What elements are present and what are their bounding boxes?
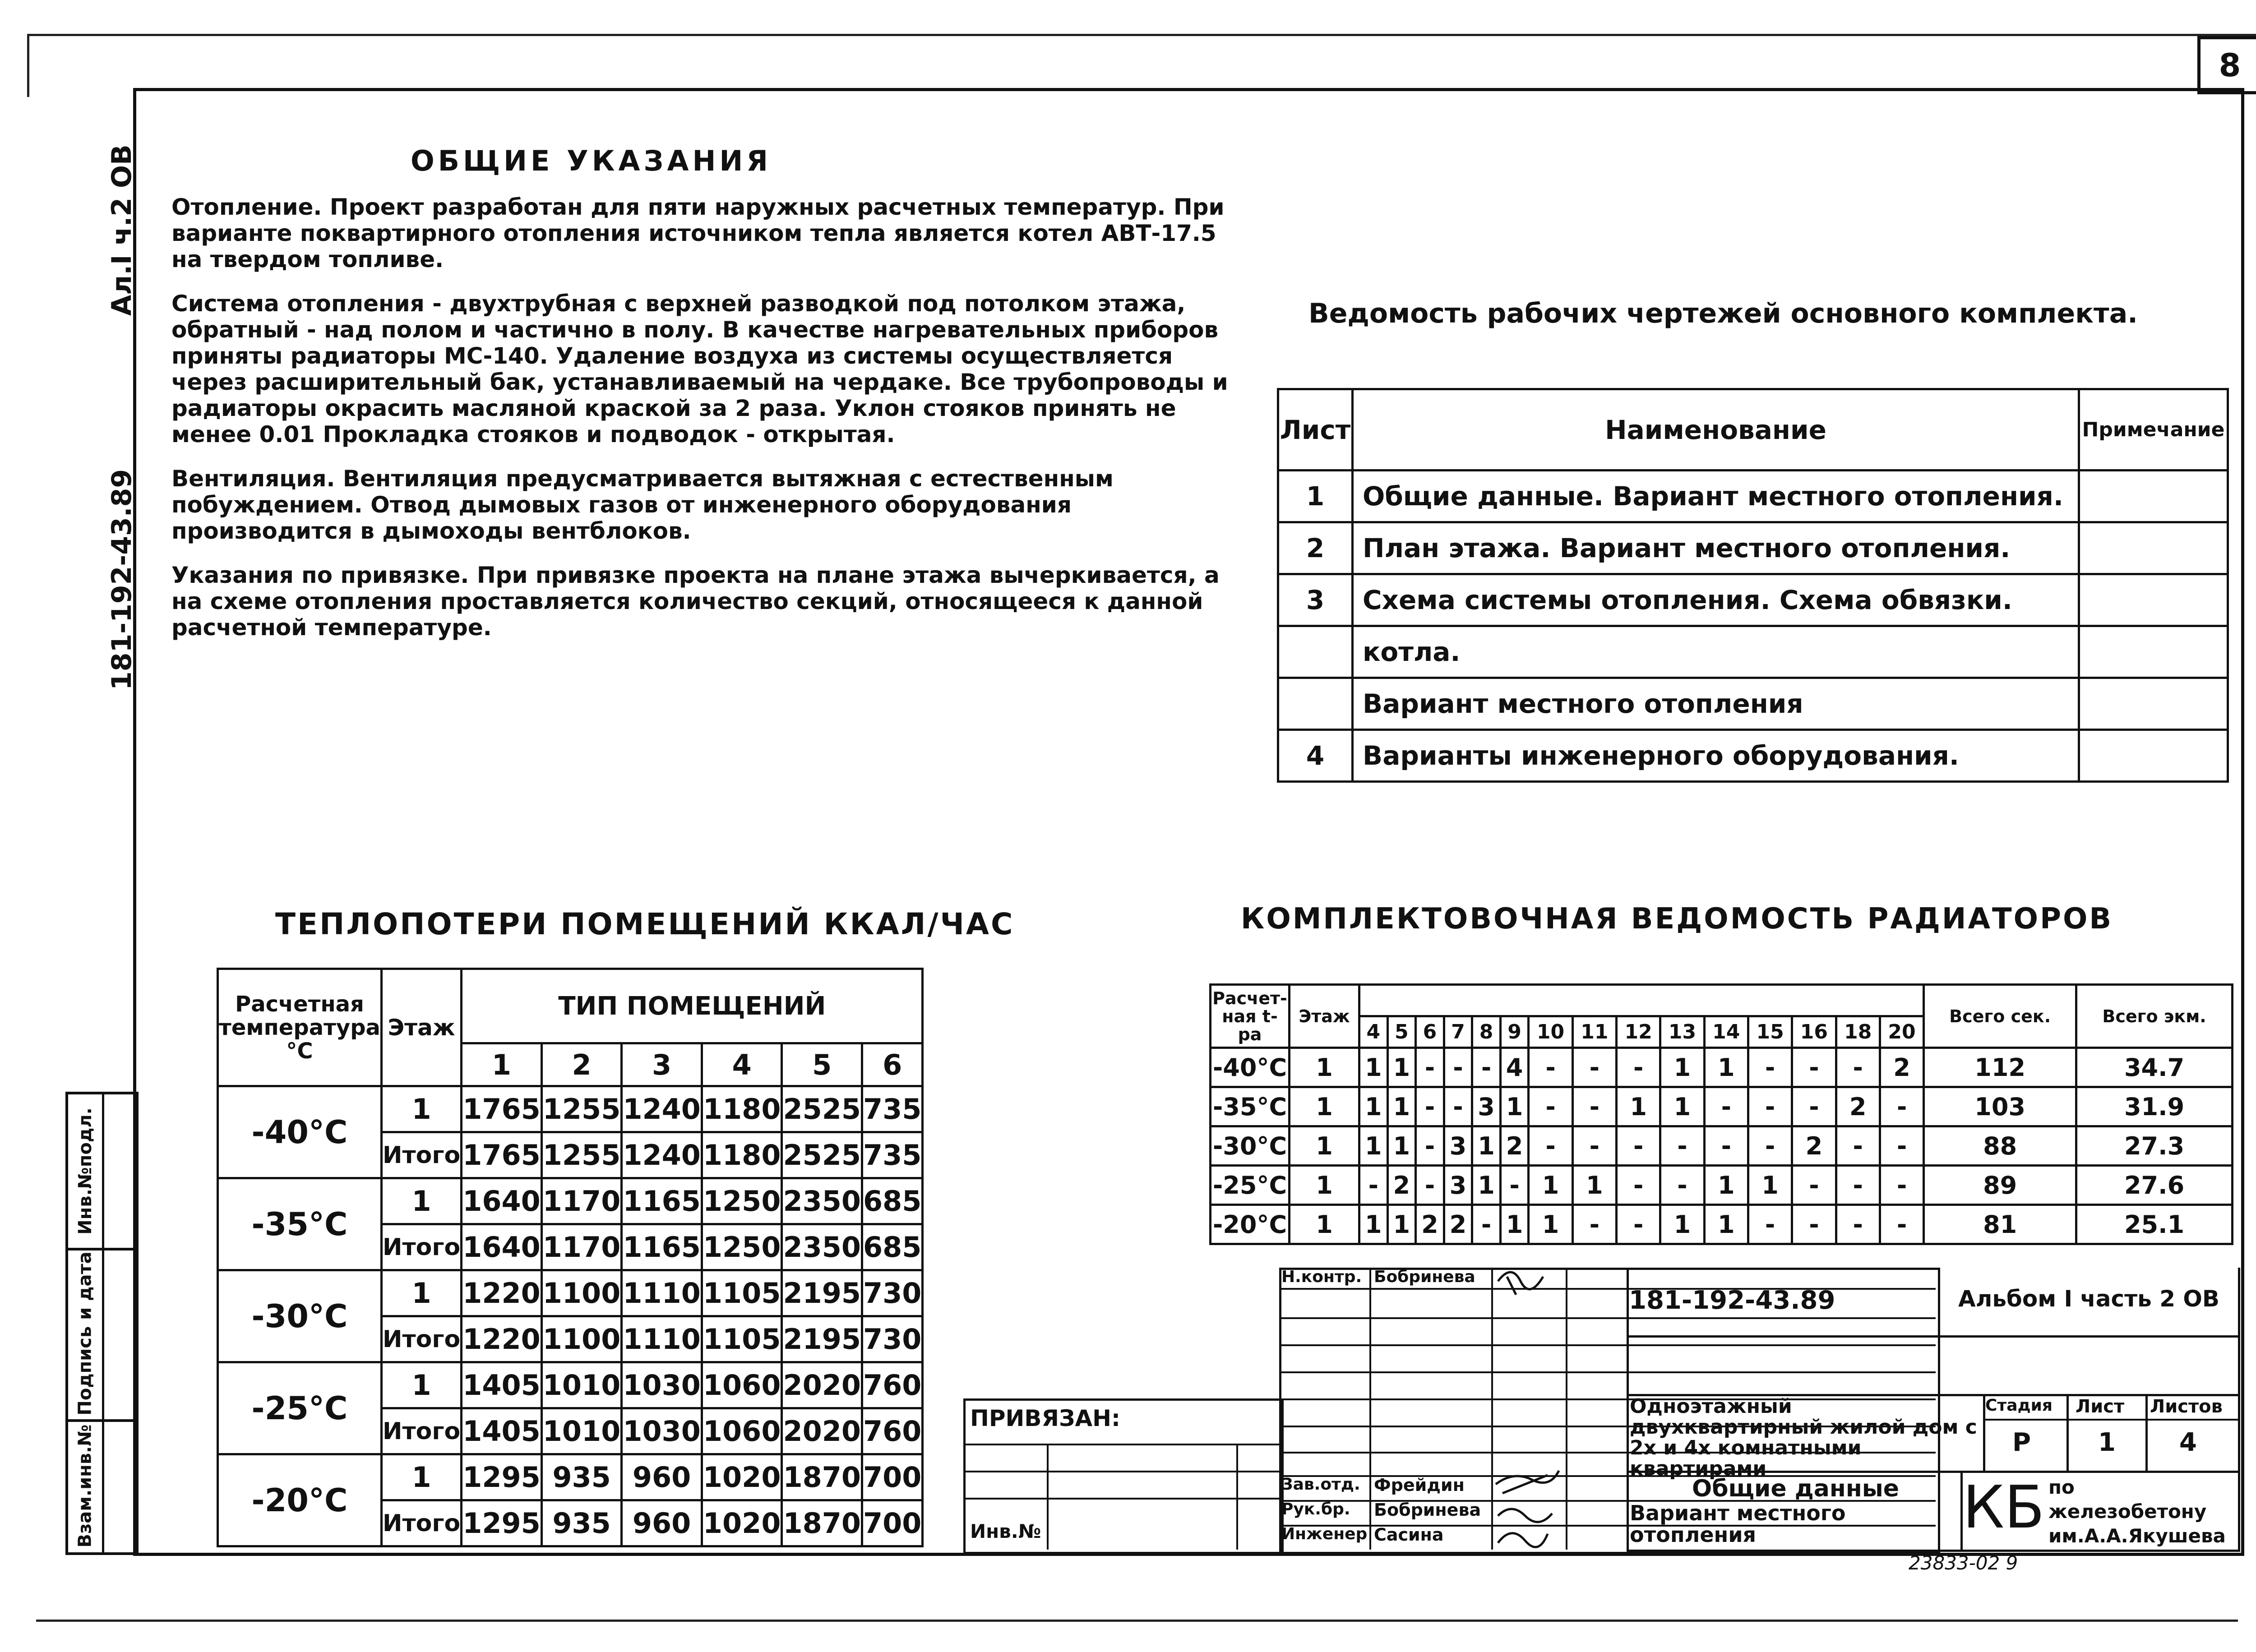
- rad-section-10: 10: [1529, 1016, 1572, 1048]
- heat-floor: Итого: [381, 1500, 461, 1546]
- sheet-number: 8: [2197, 36, 2256, 94]
- stamp-sign-label: Подпись и дата: [74, 1251, 96, 1416]
- rad-cell: -: [1880, 1126, 1923, 1166]
- rad-cell: -: [1444, 1087, 1472, 1126]
- notes-binding: Указания по привязке. При привязке проекта на плане этажа вычеркивается, а на схеме отопления проставляется количество секций, относящееся к данной расчетной температуре.: [171, 562, 1220, 641]
- rad-cell: -: [1572, 1048, 1616, 1087]
- table-row: [1211, 1166, 2233, 1205]
- rad-section-11: 11: [1572, 1016, 1616, 1048]
- inv-label: Инв.№: [970, 1520, 1041, 1542]
- side-album-code: Ал.I ч.2 ОВ: [106, 144, 138, 316]
- rad-cell: -: [1748, 1087, 1792, 1126]
- heat-cell: 1240: [622, 1086, 702, 1132]
- rad-cell: -: [1572, 1087, 1616, 1126]
- heat-cell: 2020: [782, 1362, 862, 1408]
- rad-cell: -: [1748, 1205, 1792, 1244]
- rad-cell: 1: [1704, 1048, 1748, 1087]
- heat-cell: 1165: [622, 1178, 702, 1224]
- notes-ventilation: Вентиляция. Вентиляция предусматривается вытяжная с естественным побуждением. Отвод дымовых газов от инженерного оборудования производится в дымоходы вентблоков.: [171, 466, 1114, 544]
- rad-cell: -: [1572, 1205, 1616, 1244]
- heat-cell: 1295: [462, 1454, 542, 1500]
- table-row: [1211, 1205, 2233, 1244]
- heat-cell: 730: [862, 1270, 923, 1316]
- rad-section-18: 18: [1836, 1016, 1880, 1048]
- rad-cell: -: [1529, 1087, 1572, 1126]
- rad-section-7: 7: [1444, 1016, 1472, 1048]
- side-project-code: 181-192-43.89: [106, 469, 138, 690]
- rad-cell: 1: [1387, 1087, 1416, 1126]
- rad-cell: -: [1617, 1048, 1660, 1087]
- rad-section-4: 4: [1359, 1016, 1388, 1048]
- heat-type-4: 4: [702, 1043, 782, 1086]
- left-stamp-box: [65, 1092, 139, 1555]
- rad-col-temp: Расчет-ная t-ра: [1211, 985, 1290, 1048]
- role-lead: Рук.бр.: [1281, 1500, 1350, 1518]
- heat-cell: 1020: [702, 1454, 782, 1500]
- heat-type-5: 5: [782, 1043, 862, 1086]
- heat-cell: 960: [622, 1500, 702, 1546]
- table-row: [218, 1454, 923, 1500]
- rad-cell: 2: [1387, 1166, 1416, 1205]
- rad-cell: 1: [1500, 1205, 1529, 1244]
- heat-floor: Итого: [381, 1408, 461, 1454]
- rad-section-20: 20: [1880, 1016, 1923, 1048]
- rad-temp: -40°С: [1211, 1048, 1290, 1087]
- bottom-border-line: [36, 1620, 2238, 1622]
- rad-cell: -: [1416, 1087, 1444, 1126]
- heat-cell: 1870: [782, 1500, 862, 1546]
- heat-cell: 1405: [462, 1408, 542, 1454]
- rad-cell: -: [1416, 1126, 1444, 1166]
- rad-cell: 3: [1444, 1126, 1472, 1166]
- heat-cell: 735: [862, 1132, 923, 1178]
- rad-cell: -: [1748, 1048, 1792, 1087]
- rad-floor: 1: [1290, 1126, 1359, 1166]
- heat-cell: 1170: [541, 1178, 622, 1224]
- rad-cell: 1: [1387, 1048, 1416, 1087]
- n-kontr-name: Бобринева: [1374, 1268, 1475, 1286]
- signatures: [1489, 1263, 1566, 1552]
- rad-cell: -: [1836, 1205, 1880, 1244]
- stage-value: Р: [2012, 1428, 2031, 1457]
- rad-total-sec: 103: [1924, 1087, 2076, 1126]
- heat-cell: 1110: [622, 1316, 702, 1362]
- rad-cell: -: [1529, 1126, 1572, 1166]
- heat-cell: 730: [862, 1316, 923, 1362]
- notes-system: Система отопления - двухтрубная с верхней разводкой под потолком этажа, обратный - над полом и частично в полу. В качестве нагревательных приборов приняты радиаторы МС-140. Удаление воздуха из системы осуществляется через расширительный бак, устанавливаемый на чердаке. Все трубопроводы и радиаторы окрасить масляной краской за 2 раза. Уклон стояков принять не менее 0.01 Прокладка стояков и подводок - открытая.: [171, 291, 1228, 448]
- heat-cell: 1765: [462, 1086, 542, 1132]
- rad-total-ekm: 31.9: [2076, 1087, 2233, 1126]
- notes-heating: Отопление. Проект разработан для пяти наружных расчетных температур. При варианте поквартирного отопления источником тепла является котел АВТ-17.5 на твердом топливе.: [171, 194, 1225, 272]
- name-head: Фрейдин: [1374, 1475, 1465, 1495]
- stamp-inv-label: Инв.№подл.: [74, 1107, 96, 1235]
- rad-cell: 4: [1500, 1048, 1529, 1087]
- heat-floor: 1: [381, 1178, 461, 1224]
- heat-floor: Итого: [381, 1316, 461, 1362]
- heat-cell: 960: [622, 1454, 702, 1500]
- heat-cell: 2525: [782, 1086, 862, 1132]
- rad-cell: -: [1660, 1166, 1704, 1205]
- rad-cell: -: [1836, 1166, 1880, 1205]
- heat-cell: 1295: [462, 1500, 542, 1546]
- rad-temp: -35°С: [1211, 1087, 1290, 1126]
- heat-floor: 1: [381, 1362, 461, 1408]
- rad-total-sec: 89: [1924, 1166, 2076, 1205]
- heat-cell: 2350: [782, 1224, 862, 1270]
- heat-temp: -40°С: [218, 1086, 382, 1178]
- heat-cell: 1100: [541, 1270, 622, 1316]
- heat-cell: 1030: [622, 1362, 702, 1408]
- rad-cell: 1: [1748, 1166, 1792, 1205]
- rad-cell: 1: [1387, 1126, 1416, 1166]
- rad-total-ekm: 27.3: [2076, 1126, 2233, 1166]
- rad-cell: -: [1416, 1166, 1444, 1205]
- rad-cell: -: [1617, 1166, 1660, 1205]
- col-sheet: Лист: [1278, 389, 1353, 471]
- table-row: [218, 1178, 923, 1224]
- project-name: Одноэтажный двухквартирный жилой дом с 2х и 4х комнатными квартирами: [1630, 1395, 1977, 1480]
- rad-cell: -: [1572, 1126, 1616, 1166]
- general-notes: [171, 194, 1254, 659]
- heat-type-1: 1: [462, 1043, 542, 1086]
- table-row: 4 Варианты инженерного оборудования.: [1278, 730, 2228, 782]
- signature-head: [1496, 1471, 1559, 1493]
- rad-cell: 1: [1472, 1166, 1501, 1205]
- heat-cell: 1060: [702, 1362, 782, 1408]
- rad-cell: -: [1880, 1205, 1923, 1244]
- rad-section-15: 15: [1748, 1016, 1792, 1048]
- heat-cell: 700: [862, 1454, 923, 1500]
- heat-col-type: ТИП ПОМЕЩЕНИЙ: [462, 969, 923, 1043]
- rad-cell: -: [1836, 1126, 1880, 1166]
- name-engineer: Сасина: [1374, 1525, 1444, 1545]
- heat-cell: 2525: [782, 1132, 862, 1178]
- rad-section-13: 13: [1660, 1016, 1704, 1048]
- heat-cell: 1105: [702, 1316, 782, 1362]
- rad-col-total-ekm: Всего экм.: [2076, 985, 2233, 1048]
- table-row: котла.: [1278, 626, 2228, 678]
- rad-cell: 3: [1444, 1166, 1472, 1205]
- rad-section-14: 14: [1704, 1016, 1748, 1048]
- heat-col-floor: Этаж: [381, 969, 461, 1086]
- heat-cell: 1640: [462, 1224, 542, 1270]
- rad-cell: -: [1617, 1126, 1660, 1166]
- rad-cell: 2: [1444, 1205, 1472, 1244]
- org-mark: КБ: [1963, 1473, 2045, 1541]
- heat-cell: 685: [862, 1178, 923, 1224]
- rad-cell: -: [1500, 1166, 1529, 1205]
- heat-cell: 935: [541, 1500, 622, 1546]
- rad-temp: -25°С: [1211, 1166, 1290, 1205]
- rad-temp: -30°С: [1211, 1126, 1290, 1166]
- heat-cell: 1250: [702, 1224, 782, 1270]
- binding-label: ПРИВЯЗАН:: [970, 1405, 1121, 1431]
- rad-cell: -: [1472, 1205, 1501, 1244]
- rad-section-9: 9: [1500, 1016, 1529, 1048]
- rad-cell: 2: [1792, 1126, 1836, 1166]
- rad-cell: -: [1529, 1048, 1572, 1087]
- signature-kontr: [1498, 1272, 1543, 1295]
- rad-cell: 1: [1500, 1087, 1529, 1126]
- rad-col-total-sec: Всего сек.: [1924, 985, 2076, 1048]
- rad-section-5: 5: [1387, 1016, 1416, 1048]
- heat-temp: -35°С: [218, 1178, 382, 1270]
- left-border-line: [27, 34, 29, 97]
- rad-cell: 2: [1880, 1048, 1923, 1087]
- table-row: [1211, 1126, 2233, 1166]
- heat-type-2: 2: [541, 1043, 622, 1086]
- rad-cell: 1: [1660, 1087, 1704, 1126]
- rad-cell: -: [1792, 1205, 1836, 1244]
- heat-cell: 1220: [462, 1270, 542, 1316]
- heat-cell: 1255: [541, 1132, 622, 1178]
- heat-type-6: 6: [862, 1043, 923, 1086]
- n-kontr-label: Н.контр.: [1281, 1268, 1362, 1286]
- rad-total-ekm: 27.6: [2076, 1166, 2233, 1205]
- sheet-value: 1: [2098, 1428, 2116, 1457]
- rad-cell: -: [1704, 1126, 1748, 1166]
- col-note: Примечание: [2079, 389, 2228, 471]
- heat-floor: Итого: [381, 1224, 461, 1270]
- top-border-line: [27, 34, 2256, 36]
- rad-cell: 1: [1387, 1205, 1416, 1244]
- heat-cell: 1180: [702, 1086, 782, 1132]
- heat-cell: 1010: [541, 1408, 622, 1454]
- rad-total-sec: 81: [1924, 1205, 2076, 1244]
- heat-temp: -30°С: [218, 1270, 382, 1362]
- rad-temp: -20°С: [1211, 1205, 1290, 1244]
- heat-temp: -20°С: [218, 1454, 382, 1546]
- table-row: 3 Схема системы отопления. Схема обвязки.: [1278, 574, 2228, 626]
- rad-total-sec: 112: [1924, 1048, 2076, 1087]
- heat-type-3: 3: [622, 1043, 702, 1086]
- org-name: по железобетону им.А.А.Якушева: [2048, 1476, 2226, 1547]
- heat-floor: Итого: [381, 1132, 461, 1178]
- rad-total-sec: 88: [1924, 1126, 2076, 1166]
- rad-cell: 1: [1660, 1048, 1704, 1087]
- role-engineer: Инженер: [1281, 1525, 1368, 1543]
- rad-total-ekm: 25.1: [2076, 1205, 2233, 1244]
- table-row: [1211, 1048, 2233, 1087]
- rad-cell: 1: [1359, 1048, 1388, 1087]
- heat-cell: 1030: [622, 1408, 702, 1454]
- rad-total-ekm: 34.7: [2076, 1048, 2233, 1087]
- rad-floor: 1: [1290, 1048, 1359, 1087]
- heat-cell: 1870: [782, 1454, 862, 1500]
- table-row: 2 План этажа. Вариант местного отопления.: [1278, 522, 2228, 574]
- table-row: [218, 1362, 923, 1408]
- heat-cell: 1105: [702, 1270, 782, 1316]
- radiators-table: [1209, 983, 2233, 1245]
- heat-cell: 760: [862, 1408, 923, 1454]
- heat-temp: -25°С: [218, 1362, 382, 1454]
- sheet-title: Общие данные: [1692, 1475, 1900, 1502]
- heat-floor: 1: [381, 1270, 461, 1316]
- rad-cell: 1: [1572, 1166, 1616, 1205]
- heat-cell: 1020: [702, 1500, 782, 1546]
- rad-cell: -: [1792, 1087, 1836, 1126]
- drawings-list-title: Ведомость рабочих чертежей основного комплекта.: [1308, 298, 2138, 329]
- rad-cell: -: [1617, 1205, 1660, 1244]
- heat-cell: 2020: [782, 1408, 862, 1454]
- rad-floor: 1: [1290, 1087, 1359, 1126]
- heat-cell: 1240: [622, 1132, 702, 1178]
- col-name: Наименование: [1352, 389, 2079, 471]
- heat-cell: 700: [862, 1500, 923, 1546]
- stamp-replace-label: Взам.инв.№: [74, 1424, 96, 1547]
- heat-cell: 1180: [702, 1132, 782, 1178]
- rad-cell: 2: [1416, 1205, 1444, 1244]
- rad-cell: -: [1660, 1126, 1704, 1166]
- rad-cell: 1: [1359, 1087, 1388, 1126]
- heat-floor: 1: [381, 1086, 461, 1132]
- rad-cell: 1: [1704, 1205, 1748, 1244]
- rad-cell: 1: [1472, 1126, 1501, 1166]
- role-head: Зав.отд.: [1281, 1475, 1360, 1494]
- heat-cell: 1010: [541, 1362, 622, 1408]
- drawings-table: [1277, 388, 2229, 783]
- table-row: Вариант местного отопления: [1278, 678, 2228, 730]
- rad-cell: -: [1748, 1126, 1792, 1166]
- general-notes-title: ОБЩИЕ УКАЗАНИЯ: [411, 144, 772, 177]
- heat-cell: 1110: [622, 1270, 702, 1316]
- heat-cell: 1405: [462, 1362, 542, 1408]
- heat-cell: 1255: [541, 1086, 622, 1132]
- heat-cell: 685: [862, 1224, 923, 1270]
- rad-cell: 3: [1472, 1087, 1501, 1126]
- heat-col-temp: Расчетная температура °С: [218, 969, 382, 1086]
- heat-cell: 1250: [702, 1178, 782, 1224]
- tb-code: 181-192-43.89: [1629, 1286, 1835, 1315]
- sheet-label: Лист: [2076, 1396, 2125, 1417]
- rad-cell: -: [1359, 1166, 1388, 1205]
- table-row: [218, 1270, 923, 1316]
- sheet-subtitle: Вариант местного отопления: [1630, 1501, 1846, 1547]
- tb-album: Альбом I часть 2 ОВ: [1958, 1286, 2220, 1312]
- heat-cell: 735: [862, 1086, 923, 1132]
- rad-section-8: 8: [1472, 1016, 1501, 1048]
- heat-cell: 1060: [702, 1408, 782, 1454]
- rad-cell: -: [1444, 1048, 1472, 1087]
- rad-cell: 1: [1359, 1205, 1388, 1244]
- heat-cell: 2195: [782, 1316, 862, 1362]
- stage-label: Стадия: [1985, 1396, 2053, 1415]
- rad-cell: 2: [1500, 1126, 1529, 1166]
- sheets-value: 4: [2179, 1428, 2197, 1457]
- heat-cell: 2350: [782, 1178, 862, 1224]
- rad-section-6: 6: [1416, 1016, 1444, 1048]
- heat-cell: 935: [541, 1454, 622, 1500]
- rad-cell: 1: [1529, 1205, 1572, 1244]
- rad-cell: -: [1472, 1048, 1501, 1087]
- rad-cell: 1: [1529, 1166, 1572, 1205]
- heatloss-table: [217, 968, 924, 1547]
- rad-cell: 1: [1617, 1087, 1660, 1126]
- heat-cell: 1220: [462, 1316, 542, 1362]
- rad-section-12: 12: [1617, 1016, 1660, 1048]
- signature-lead: [1498, 1509, 1552, 1522]
- heat-floor: 1: [381, 1454, 461, 1500]
- rad-cell: 1: [1660, 1205, 1704, 1244]
- signature-engineer: [1498, 1533, 1548, 1547]
- heat-cell: 1765: [462, 1132, 542, 1178]
- rad-cell: -: [1792, 1048, 1836, 1087]
- heat-cell: 2195: [782, 1270, 862, 1316]
- heatloss-title: ТЕПЛОПОТЕРИ ПОМЕЩЕНИЙ ККАЛ/ЧАС: [275, 907, 1015, 941]
- rad-cell: 2: [1836, 1087, 1880, 1126]
- heat-cell: 1165: [622, 1224, 702, 1270]
- heat-cell: 1640: [462, 1178, 542, 1224]
- heat-cell: 760: [862, 1362, 923, 1408]
- rad-section-16: 16: [1792, 1016, 1836, 1048]
- table-row: [1211, 1087, 2233, 1126]
- table-row: 1 Общие данные. Вариант местного отопления.: [1278, 471, 2228, 522]
- rad-cell: -: [1792, 1166, 1836, 1205]
- heat-cell: 1170: [541, 1224, 622, 1270]
- archive-number: 23833-02 9: [1909, 1552, 2018, 1574]
- rad-cell: -: [1704, 1087, 1748, 1126]
- heat-cell: 1100: [541, 1316, 622, 1362]
- rad-cell: -: [1836, 1048, 1880, 1087]
- rad-col-floor: Этаж: [1290, 985, 1359, 1048]
- rad-cell: -: [1880, 1166, 1923, 1205]
- rad-cell: 1: [1359, 1126, 1388, 1166]
- name-lead: Бобринева: [1374, 1500, 1481, 1520]
- sheets-label: Листов: [2150, 1396, 2223, 1417]
- rad-cell: -: [1880, 1087, 1923, 1126]
- rad-floor: 1: [1290, 1166, 1359, 1205]
- radiators-title: КОМПЛЕКТОВОЧНАЯ ВЕДОМОСТЬ РАДИАТОРОВ: [1241, 902, 2113, 936]
- rad-cell: -: [1416, 1048, 1444, 1087]
- rad-cell: 1: [1704, 1166, 1748, 1205]
- table-row: [218, 1086, 923, 1132]
- rad-floor: 1: [1290, 1205, 1359, 1244]
